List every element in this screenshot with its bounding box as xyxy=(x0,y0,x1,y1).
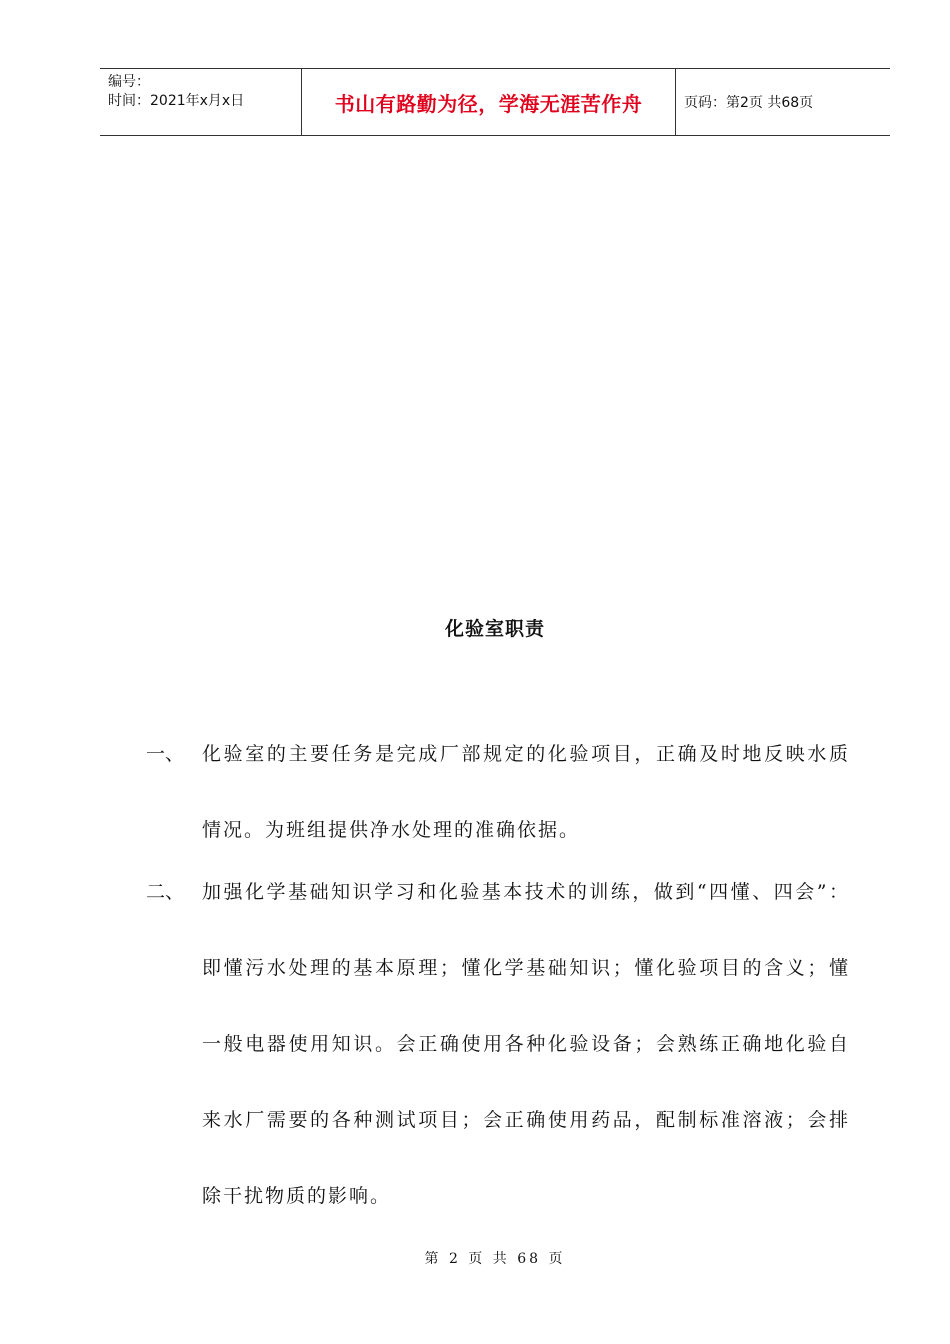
item-number: 二、 xyxy=(146,881,185,903)
page-header xyxy=(100,68,890,136)
header-meta xyxy=(100,69,302,135)
item-text: 化验室的主要任务是完成厂部规定的化验项目，正确及时地反映水质情况。为班组提供净水处理的准确依据。 xyxy=(202,743,850,841)
header-page-info: 页码：第2页 共68页 xyxy=(684,95,814,111)
page-footer: 第 2 页 共 68 页 xyxy=(424,1251,566,1267)
item-number: 一、 xyxy=(146,743,185,765)
time-label: 时间：2021年x月x日 xyxy=(108,93,245,109)
header-slogan: 书山有路勤为径，学海无涯苦作舟 xyxy=(302,69,676,135)
document-title: 化验室职责 xyxy=(444,618,545,640)
number-label: 编号： xyxy=(108,74,150,90)
item-text: 加强化学基础知识学习和化验基本技术的训练，做到“四懂、四会”：即懂污水处理的基本原理；懂化学基础知识；懂化验项目的含义；懂一般电器使用知识。会正确使用各种化验设备；会熟练正确地化验自来水厂需要的各种测试项目；会正确使用药品，配制标准溶液；会排除干扰物质的影响。 xyxy=(202,881,850,1207)
